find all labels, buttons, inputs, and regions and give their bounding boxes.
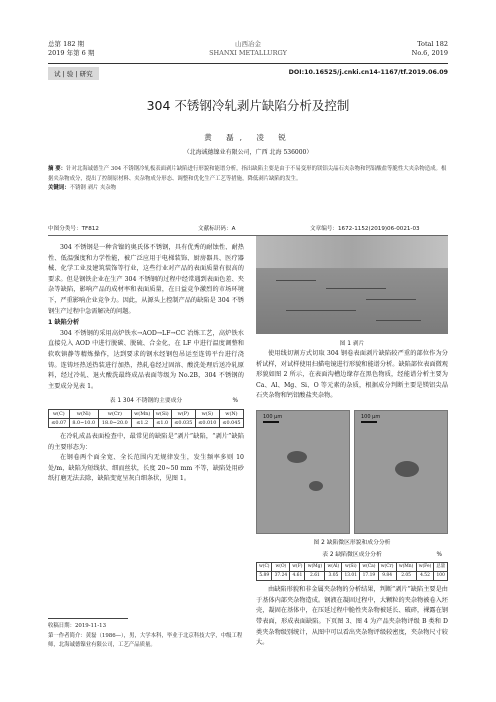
table-cell: 3.05 xyxy=(325,572,342,581)
journal-name-cn: 山西冶金 xyxy=(235,40,261,48)
section-heading: 1 缺陷分析 xyxy=(48,319,80,327)
doi-label: DOI:10.16525/j.cnki.cn14-1167/tf.2019.06.09 xyxy=(288,69,448,76)
table-cell: 2.05 xyxy=(396,572,416,581)
abstract-label: 摘 要： xyxy=(48,166,67,172)
table-cell: ≤0.035 xyxy=(171,418,195,427)
sem-analysis-paragraph: 使用线切割方式切取 304 钢卷表面剥片缺陷较严重的部位作为分析试样，对试样使用扫描电镜进行形貌和能谱分析。缺陷部位表面微观形貌如图 2 所示，在表面沟槽边缘存在黑色物质，经能谱分析主要为 Ca、Al、Mg、Si、O 等元素的杂质，根据成分判断主要是镁铝尖晶石夹杂物和钙铝酸盐夹杂物。 xyxy=(256,350,448,400)
abstract-text: 针对北海诚德生产 304 不锈钢冷轧板表面剥片缺陷进行形貌和能谱分析，指出缺陷主要是由于不易变形的镁铝尖晶石夹杂物和钙铝酸盐等脆性大夹杂物造成。根据夹杂物成分，提出了控制原材料、夹杂物成分形态、调整和优化生产工艺等措施，降低剥片缺陷的发生。 xyxy=(48,166,447,182)
table-header-cell: w(Mn) xyxy=(396,563,416,572)
table-cell: 8.0~10.0 xyxy=(69,418,98,427)
table-row xyxy=(49,418,244,427)
table-header-cell: w(Cr) xyxy=(378,563,396,572)
table-header-cell: w(N) xyxy=(219,409,243,418)
defect-streak xyxy=(376,320,421,321)
issue-year: 2019 年第 6 期 xyxy=(48,49,95,57)
defect-streak xyxy=(326,288,386,289)
inclusion-spot xyxy=(395,461,419,477)
issue-number-en: No.6, 2019 xyxy=(411,49,448,57)
abstract-block xyxy=(48,165,448,194)
scale-label: 100 μm xyxy=(361,414,381,420)
table-header-cell: 总量 xyxy=(434,563,448,572)
table-header-cell: w(S) xyxy=(195,409,219,418)
table-header-row xyxy=(49,409,244,418)
footnote-rule xyxy=(48,618,128,619)
table1-caption xyxy=(48,396,244,407)
figure2-micrograph-right xyxy=(354,410,448,534)
table2-title: 表 2 缺陷微区成分分析 xyxy=(322,551,382,558)
table2-unit: % xyxy=(436,551,442,558)
article-number: 文章编号：1672-1152(2019)06-0021-03 xyxy=(310,226,420,232)
table-header-cell: w(Si) xyxy=(153,409,171,418)
table-header-cell: w(P) xyxy=(171,409,195,418)
keywords-text: 不锈钢 剥片 夹杂物 xyxy=(69,185,117,191)
table-header-cell: w(Si) xyxy=(342,563,360,572)
table-header-cell: w(Ca) xyxy=(360,563,379,572)
microzone-composition-table xyxy=(256,562,448,581)
inclusion-spot xyxy=(287,451,307,463)
defect-paragraph: 在冷轧成品表面检查中，最常见的缺陷是“剥片”缺陷，“剥片”缺陷的主要形态为： xyxy=(48,432,244,451)
issue-info-en xyxy=(412,40,448,58)
table-cell: 100 xyxy=(434,572,448,581)
left-column xyxy=(48,243,244,485)
table1-title: 表 1 304 不锈钢的主要成分 xyxy=(109,398,183,405)
footnote xyxy=(48,622,244,651)
table-cell: 4.52 xyxy=(416,572,434,581)
inclusion-spot xyxy=(309,481,323,491)
table-header-cell: w(F) xyxy=(290,563,305,572)
conclusion-paragraph: 由缺陷形貌和非金属夹杂物的分析结果，判断“剥片”缺陷主要是由于基体内部夹杂物造成。钢液在凝固过程中，大颗粒的夹杂物被卷入坯壳，凝固在基体中，在压延过程中脆性夹杂物被延长、破碎，裸露在钢带表面，形成表面缺陷。下页图 3、图 4 为产品夹杂物评级 B 类和 D 类夹杂物级别统计，从图中可以看出夹杂物评级较密度，夹杂物尺寸较大。 xyxy=(256,586,448,647)
table-cell: 17.19 xyxy=(360,572,379,581)
table-header-row xyxy=(257,563,448,572)
clc-number: 中图分类号：TF812 xyxy=(48,226,99,232)
issue-total: 总第 182 期 xyxy=(48,40,85,48)
table2-caption xyxy=(256,550,448,561)
scale-bar xyxy=(361,421,377,423)
right-column-upper xyxy=(256,349,448,402)
composition-table xyxy=(48,409,244,428)
table-row xyxy=(257,572,448,581)
figure2-micrograph-left xyxy=(256,410,350,534)
author-list: 黄 磊, 凌 锐 xyxy=(204,133,292,142)
table1-unit: % xyxy=(232,398,238,405)
table-cell: ≤0.07 xyxy=(49,418,70,427)
table-header-cell: w(Mg) xyxy=(305,563,325,572)
section-tag: 试 | 验 | 研究 xyxy=(48,67,99,80)
intro-paragraph: 304 不锈钢是一种含镍的奥氏体不锈钢，具有优秀的耐蚀性、耐热性、低温强度和力学性能，被广泛应用于电梯装饰、厨房器具、医疗器械、化学工业及建筑装饰等行业，这些行业对产品的表面质量有很高的要求。但是钢铁企业在生产 304 不锈钢的过程中经常遇到表面色差、夹杂等缺陷，影响产品的成材率和表面质量，在日益竞争激烈的市场环境下，严重影响企业竞争力。因此，从源头上控制产品的缺陷是 304 不锈钢生产过程中急需解决的问题。 xyxy=(48,244,244,315)
table-cell: 18.0~20.0 xyxy=(98,418,131,427)
header-rule xyxy=(48,63,448,64)
received-date: 收稿日期：2019-11-13 xyxy=(48,623,107,629)
figure1-caption: 图 1 剥片 xyxy=(339,341,365,347)
table-cell: ≤0.045 xyxy=(219,418,243,427)
journal-name xyxy=(48,40,448,58)
scale-label: 100 μm xyxy=(263,414,283,420)
table-header-cell: w(Cr) xyxy=(98,409,131,418)
table-header-cell: w(Mn) xyxy=(131,409,153,418)
table-header-cell: w(Ni) xyxy=(69,409,98,418)
table-cell: 13.01 xyxy=(342,572,360,581)
issue-total-en: Total 182 xyxy=(417,40,448,48)
defect-streak xyxy=(276,280,316,281)
running-header xyxy=(48,40,448,62)
table-header-cell: w(C) xyxy=(257,563,272,572)
table-cell: 9.84 xyxy=(378,572,396,581)
article-title: 304 不锈钢冷轧剥片缺陷分析及控制 xyxy=(146,98,350,113)
table-header-cell: w(Fe) xyxy=(416,563,434,572)
figure2-caption: 图 2 缺陷微区形貌和成分分析 xyxy=(313,540,391,546)
table-header-cell: w(C) xyxy=(49,409,70,418)
keywords-label: 关键词： xyxy=(48,185,70,191)
defect-streak xyxy=(366,299,416,300)
affiliation: （北海诚德镍业有限公司，广西 北海 536000） xyxy=(183,149,313,156)
process-paragraph: 304 不锈钢的采用高炉铁水→AOD→LF→CC 冶炼工艺，高炉铁水直接兑入 AOD 中进行脱碳、脱硫、合金化，在 LF 中进行温度调整和软吹镇静等精炼操作，达到要求的钢水经钢包吊运至连铸平台进行浇铸。连铸坯热送热装进行加热，热轧卷经过固溶、酸洗处理后送冷轧原料，经过冷轧、退火酸洗最终成品表面等级为 No.2B，304 不锈钢的主要成分见表 1。 xyxy=(48,329,244,390)
scale-bar xyxy=(263,421,279,423)
table-header-cell: w(Al) xyxy=(325,563,342,572)
journal-name-en: SHANXI METALLURGY xyxy=(209,49,287,57)
table-cell: 2.61 xyxy=(305,572,325,581)
table-cell: ≤1.0 xyxy=(153,418,171,427)
right-column-lower xyxy=(256,538,448,649)
table-cell: ≤0.010 xyxy=(195,418,219,427)
document-code: 文献标识码：A xyxy=(198,226,236,232)
author-bio: 第一作者简介：黄磊（1986—），男，大学本科，毕业于北京科技大学，中级工程师，北海诚德镍业有限公司，工艺产品质量。 xyxy=(48,632,243,648)
figure1-top-band xyxy=(256,236,448,268)
table-cell: 5.89 xyxy=(257,572,272,581)
table-cell: ≤1.2 xyxy=(131,418,153,427)
table-header-cell: w(O) xyxy=(272,563,290,572)
defect-morphology-paragraph: 在钢卷两个面全宽、全长范围内无规律发生，发生频率多则 10 处/m，缺陷为短线状、细而丝状，长度 20~50 mm 不等，缺陷处用砂纸打磨无法去除，缺陷变宽呈灰白细条状，见图 1。 xyxy=(48,454,244,483)
defect-streak xyxy=(286,310,356,311)
table-cell: 37.24 xyxy=(272,572,290,581)
figure1-photo xyxy=(256,236,448,334)
table-cell: 4.61 xyxy=(290,572,305,581)
